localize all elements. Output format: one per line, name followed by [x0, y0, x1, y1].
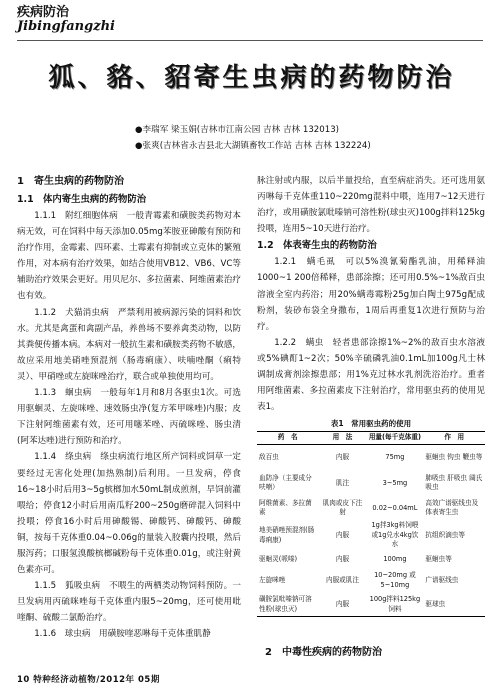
table-cell: 内服	[335, 452, 350, 461]
table-cell: 血防净（主要成分呋喃）	[259, 473, 312, 492]
table-row	[257, 569, 485, 593]
table-cell: 内服	[335, 530, 350, 539]
author-line-1: ●李瑞军 梁玉娟(吉林市江南公园 吉林 吉林 132013)	[135, 125, 340, 135]
table-cell: 抗组织滴虫等	[425, 530, 465, 539]
table-row	[257, 470, 485, 496]
table-row	[257, 496, 485, 520]
table-cell: 驱蛔虫 钩虫 鞭虫等	[425, 452, 483, 461]
table-cell: 0.02~0.04mL	[372, 503, 418, 512]
bullet-icon: ●	[135, 125, 143, 135]
table-row	[257, 444, 485, 470]
table-cell: 内服	[319, 593, 367, 617]
table-header-cell: 用 法	[319, 432, 367, 445]
paragraph-1-1-3: 1.1.3 蛔虫病 一般每年1月和8月各驱虫1次。可选用驱蛔灵、左旋咪唑、速效肠虫净(复方苯甲咪唑)内服；皮下注射阿维菌素有效，还可用噻苯唑、丙硫咪唑、肠虫清(阿苯达唑)进行预防和治疗。	[17, 388, 241, 447]
column-name-cn: 疾病防治	[17, 5, 70, 20]
paragraph-1-1-6: 1.1.6 球虫病 用磺胺喹恶啉每千克体重肌静	[34, 629, 211, 640]
paragraph-continued: 脉注射或内服，以后半量投给，直至病症消失。还可选用氨丙啉每千克体重110~220mg混料中喂，连用7~12天进行治疗，或用磺胺氯吡嗪钠可溶性粉(球虫灭)100g拌料125kg投喂，连用5~10天进行治疗。	[257, 176, 485, 235]
paragraph-1-1-4: 1.1.4 绦虫病 绦虫病流行地区所产饲料或饲草一定要经过无害化处理(加热熟制)后利用。一旦发病，停食16~18小时后用3~5g槟榔加水50mL制成煎剂，早饲前灌喂给；停食12小时后用南瓜籽200~250g磨碎混入饲料中投喂；停食16小时后用砷酸锡、砷酸钙、砷酸钙、砷酸铜，按每千克体重0.04~0.06g的量装入胶囊内投喂，然后服泻药；口服氢溴酸槟榔碱粉每千克体重0.01g，或注射黄色素亦可。	[17, 452, 241, 576]
subsection-heading-1-2: 1.2 体表寄生虫的药物防治	[257, 240, 377, 252]
table-cell: 驱蛔虫等	[425, 555, 452, 564]
left-column	[17, 173, 241, 643]
table-header-cell: 药 名	[257, 432, 319, 445]
bullet-icon: ●	[135, 141, 143, 151]
header-rule	[17, 40, 483, 41]
column-header	[17, 5, 137, 34]
table-cell: 磺胺氯吡嗪钠可溶性粉(球虫灭)	[257, 593, 319, 617]
table-cell: 驱蛔灵(哌嗪)	[259, 555, 298, 564]
article-title: 狐、貉、貂寄生虫病的药物防治	[48, 63, 455, 93]
table-header-cell: 用量(每千克体重)	[366, 432, 423, 445]
paragraph-1-1-1: 1.1.1 附红细胞体病 一般青霉素和磺胺类药物对本病无效，可在饲料中每天添加0.05mg苯胺亚砷酸有预防和治疗作用，金霉素、四环素、土霉素有抑制或立克体的繁殖作用，对本病有治疗效果，如结合使用VB12、VB6、VC等辅助治疗效果会更好。用贝尼尔、多拉菌素、阿维菌素治疗也有效。	[17, 211, 241, 302]
table-cell: 地美硝唑预混剂(肠毒痢康)	[259, 526, 315, 544]
table-cell: 肌肉或皮下注射	[322, 498, 363, 517]
table-cell: 肺吸虫 肝吸虫 阔氏吸虫	[425, 473, 483, 492]
table-cell: 75mg	[385, 452, 405, 461]
table-cell: 左旋咪唑	[259, 576, 286, 585]
table-cell: 内服	[335, 555, 350, 564]
table-caption: 表1 常用驱虫药的使用	[330, 419, 412, 429]
table-cell: 高效广谱驱线虫及体表寄生虫	[425, 498, 479, 517]
author-line-2: ●张爽(吉林省永吉县北大湖镇畜牧工作站 吉林 吉林 132224)	[135, 141, 371, 151]
table-header-cell: 作 用	[423, 432, 485, 445]
table-cell: 驱球虫	[423, 593, 485, 617]
section-heading-2: 2 中毒性疾病的药物防治	[265, 647, 382, 658]
dewormer-table	[257, 431, 485, 617]
column-name-pinyin: Jibingfangzhi	[17, 19, 115, 34]
table-row	[257, 551, 485, 569]
paragraph-1-1-2: 1.1.2 犬猫消虫病 严禁利用被病源污染的饲料和饮水。尤其是禽蛋和禽副产品，养兽场不要养禽类动物，以防其粪便传播本病。本病对一般抗生素和磺胺类药物不敏感，故应采用地美硝唑预混剂（肠毒痢康）、呋喃唑酮（痢特灵）、甲硝唑或左旋咪唑治疗，联合或单独使用均可。	[17, 307, 241, 382]
section-heading-1: 1 寄生虫病的药物防治	[17, 176, 124, 187]
table-cell: 敌百虫	[259, 452, 279, 461]
paragraph-1-1-5: 1.1.5 狐吸虫病 不喂生的两栖类动物饲料预防。一旦发病用丙硫咪唑每千克体重内服5~20mg，还可使用吡喹酮、硫酸二氯酚治疗。	[17, 581, 241, 624]
subsection-heading-1-1: 1.1 体内寄生虫病的药物防治	[17, 194, 147, 205]
table-cell: 100mg	[383, 555, 407, 564]
table-cell: 10~20mg 或 5~10mg	[374, 571, 416, 589]
table-cell: 阿维菌素、多拉菌素	[259, 498, 312, 517]
table-cell: 1g拌3kg料饲喂或1g兑水4kg饮水	[371, 521, 419, 549]
table-header-row	[257, 432, 485, 445]
table-cell: 肌注	[335, 478, 350, 487]
table-cell: 广谱驱线虫	[425, 576, 459, 585]
table-cell: 100g拌料125kg饲料	[366, 593, 423, 617]
table-cell: 3~5mg	[382, 478, 408, 487]
footer: 10 特种经济动植物/2012年 05期	[17, 675, 160, 685]
paragraph-1-2-1: 1.2.1 螨毛虱 可以5%溴氰菊酯乳油，用稀释油1000~1 200倍稀释，患部涂擦；还可用0.5%~1%敌百虫溶液全室内药浴；用20%螨毒霉粉25g加白陶土975g配成粉剂，装砂布袋全身撒布，1周后再重复1次进行预防与治疗。	[257, 257, 485, 332]
table-row	[257, 593, 485, 617]
table-cell: 内服或肌注	[326, 576, 359, 585]
table-row	[257, 520, 485, 551]
paragraph-1-2-2: 1.2.2 螨虫 轻者患部涂擦1%~2%的敌百虫水溶液或5%碘酊1~2次；50%辛硫磷乳油0.1mL加100g凡士林调制成膏剂涂擦患部；用1%克过林水乳剂洗浴治疗。重者用阿维菌素、多拉菌素皮下注射治疗，常用驱虫药的使用见表1。	[257, 337, 485, 413]
right-column	[257, 173, 485, 617]
